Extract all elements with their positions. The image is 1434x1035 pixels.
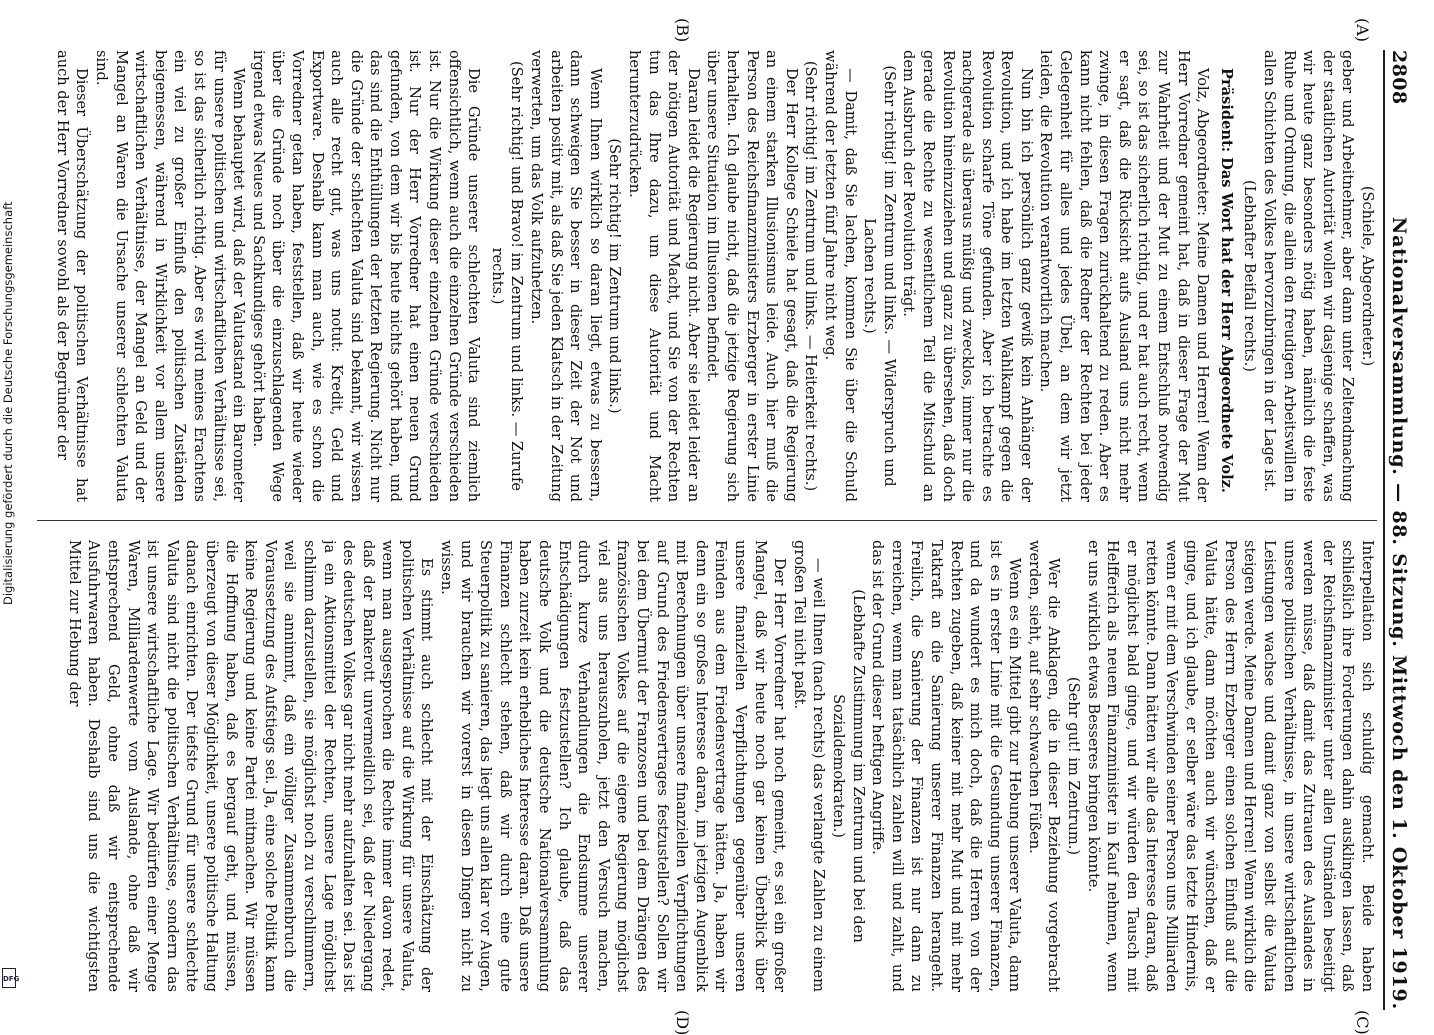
paragraph: geber und Arbeitnehmer, aber dann unter Zeltendmachung der staatlichen Autorität wollen wir dasjenige schaffen, was wir heute ganz besonders nötig haben, nämlich die feste Ruhe und Ordnung, die allein den freudigen Arbeitswillen in allen Schichten des Volkes hervorzubringen in der Lage ist.: [1261, 50, 1357, 502]
paragraph: Wenn Ihnen wirklich so daran liegt, etwas zu bessern, dann schweigen Sie besser in dieser Zeit der Not und arbeiten positiv mit, als daß Sie jeden Klatsch in der Zeitung verwerten, um das Volk aufzuhetzen.: [528, 50, 604, 502]
margin-marker-c: (C): [1353, 1010, 1372, 1035]
paragraph: Daran leidet die Regierung nicht. Aber sie leidet leider an der nötigen Autorität und Macht, und Sie von der Rechten tun das Ihre dazu, um diese Autorität und Macht herunterzudrücken.: [626, 50, 702, 502]
margin-marker-d: (D): [673, 1010, 692, 1035]
rotated-newspaper-page: [17, 18, 1412, 1035]
paragraph: Wenn es ein Mittel gibt zur Hebung unserer Valuta, dann ist es in erster Linie mit die Gesundung unserer Finanzen, und da wundert es mich doch, daß die Herren von der Rechten zugeben, daß keiner mit mehr Mut und mit mehr Tatkraft an die Sanierung unserer Finanzen herangeht. Freilich, die Sanierung der Finanzen ist nur dann zu erreichen, wenn man tatsächlich zahlen will und zahlt, und das ist der Grund dieser heftigen Angriffe.: [869, 540, 1024, 992]
paragraph: Die Gründe unserer schlechten Valuta sind ziemlich offensichtlich, wenn auch die einzelnen Gründe verschieden ist. Nur die Wirkung dieser einzelnen Gründe verschieden ist. Nur der Herr Vorredner hat einen neuen Grund gefunden, von dem wir bis heute nichts gehört haben, und das sind die Enthüllungen der letzten Regierung. Nicht nur die Gründe der schlechten Valuta sind bekannt, wir wissen auch alle recht gut, was uns notut: Kredit, Geld und Exportware. Deshalb kann man auch, wie es schon die Vorredner getan haben, feststellen, daß wir heute wieder über die Gründe noch über die einzuschlagenden Wege irgend etwas Neues und Sachkundiges gehört haben.: [249, 50, 483, 502]
interjection: (Lebhafter Beifall rechts.): [1241, 180, 1259, 372]
right-column: [27, 540, 1377, 992]
interjection: (Sehr gut! im Zentrum.): [1065, 676, 1083, 856]
interjection: (Sehr richtig! im Zentrum und links. — Heiterkeit rechts.): [802, 60, 820, 492]
paragraph: — weil Ihnen (nach rechts) das verlangte Zahlen zu einem großen Teil nicht paßt.: [790, 540, 828, 992]
column-divider: [37, 520, 1377, 521]
digitization-credit: Digitalisierung gefördert durch die Deutsche Forschungsgemeinschaft: [1, 201, 15, 605]
president-statement: Präsident: Das Wort hat der Herr Abgeordnete Volz.: [1217, 68, 1235, 493]
left-column: [27, 50, 1377, 502]
paragraph: Wer die Anklagen, die in dieser Beziehung vorgebracht werden, sieht, auf sehr schwachen Füßen.: [1025, 540, 1063, 992]
speaker-continuation: (Schiele, Abgeordneter.): [1359, 185, 1376, 367]
interjection: (Lebhafte Zustimmung im Zentrum und bei den Sozialdemokraten.): [829, 589, 867, 943]
paragraph: Nun bin ich persönlich ganz gewiß kein Anhänger der Revolution, und ich habe im letzten Wahlkampf gegen die Revolution scharfe Töne gefunden. Aber ich betrachte es nachgerade als überaus müßig und zwecklos, immer nur die Revolution hineinzuziehen und ganz zu übersehen, daß doch gerade die Rechte zu wesentlichem Teil die Mitschuld an dem Ausbruch der Revolution trägt.: [900, 50, 1035, 502]
interjection: (Sehr richtig! und Bravo! im Zentrum und links. — Zurufe rechts.): [488, 61, 526, 491]
page-title: Nationalversammlung. — 88. Sitzung. Mittwoch den 1. Oktober 1919.: [1388, 216, 1410, 1010]
dfg-logo-text: DFG: [3, 975, 20, 983]
paragraph: — Damit, daß Sie lachen, kommen Sie über die Schuld während der letzten fünf Jahre nicht weg.: [821, 50, 859, 502]
page-number: 2808: [1388, 50, 1410, 105]
paragraph: Der Herr Kollege Schiele hat gesagt, daß die Regierung an einem starken Illusionismus leide. Auch hier muß die Person des Reichsfinanzministers Erzberger in erster Linie herhalten. Ich glaube nicht, daß die jetzige Regierung sich über unsere Situation im Illusionen befindet.: [704, 50, 800, 502]
paragraph: Der Herr Vorredner hat noch gemeint, es sei ein großer Mangel, daß wir heute noch gar keinen Überblick über unsere finanziellen Verpflichtungen gegenüber unseren Feinden aus dem Friedensvertrage hätten. Ja, haben wir denn ein so großes Interesse daran, im jetzigen Augenblick mit Berechnungen über unsere finanziellen Verpflichtungen auf Grund des Friedensvertrages festzustellen? Sollen wir bei dem Übermut der Franzosen und bei dem Drängen des französischen Volkes auf die eigene Regierung möglichst viel aus uns herauszuholen, jetzt den Versuch machen, durch kurze Verhandlungen die Endsumme unserer Entschädigungen festzustellen? Ich glaube, daß das deutsche Volk und die deutsche Nationalversammlung haben zurzeit kein erhebliches Interesse daran. Daß unsere Finanzen schlecht stehen, daß wir durch eine gute Steuerpolitik zu sanieren, das liegt uns allen klar vor Augen, und wir brauchen wir vorerst in diesen Dingen nicht zu wissen.: [438, 540, 789, 992]
dfg-logo: [2, 968, 20, 988]
header-rule: [1383, 50, 1385, 1010]
margin-marker-b: (B): [673, 18, 692, 43]
margin-marker-a: (A): [1353, 18, 1372, 43]
paragraph: Interpellation sich schuldig gemacht. Beide haben schließlich ihre Forderungen dahin ausklingen lassen, daß der Reichsfinanzminister unter allen Umständen beseitigt werden müsse, daß damit das Zutrauen des Auslandes in unsere politischen Verhältnisse, in unsere wirtschaftlichen Leistungen wachse und damit ganz von selbst die Valuta steigen werde. Meine Damen und Herren! Wenn wirklich die Person des Herrn Erzberger einen solchen Einfluß auf die Valuta hätte, dann möchten auch wir wünschen, daß er ginge, und ich glaube, er selber wäre das letzte Hindernis, wenn er mit dem Verschwinden seiner Person uns Milliarden retten könnte. Dann hätten wir alle das Interesse daran, daß er möglichst bald ginge, und wir würden den Tausch mit Helfferich als neuem Finanzminister in Kauf nehmen, wenn er uns wirklich etwas Besseres bringen könnte.: [1084, 540, 1376, 992]
page-header: [1388, 50, 1412, 1010]
paragraph: Es stimmt auch schlecht mit der Einschätzung der politischen Verhältnisse auf die Wirkung für unsere Valuta, wenn man ausgesprochen die Rechte immer davon redet, daß der Bankerott unvermeidlich sei, daß der Niedergang des deutschen Volkes gar nicht mehr aufzuhalten sei. Das ist ja ein Aktionsmittel der Rechten, unsere Lage möglichst schlimm darzustellen, sie möglichst noch zu verschlimmern, weil sie annimmt, daß ein völliger Zusammenbruch die Voraussetzung des Aufstiegs sei. Ja, eine solche Politik kann keine Regierung und keine Partei mitmachen. Wir müssen die Hoffnung haben, daß es bergauf geht, und müssen, überzeugt von dieser Möglichkeit, unsere politische Haltung danach einrichten. Der tiefste Grund für unsere schlechte Valuta sind nicht die politischen Verhältnisse, sondern das ist unsere wirtschaftliche Lage. Wir bedürfen einer Menge Waren, Milliardenwerte vom Auslande, ohne daß wir entsprechend Geld, ohne daß wir entsprechende Ausfuhrwaren haben. Deshalb sind uns die wichtigsten Mittel zur Hebung der: [65, 540, 436, 992]
interjection: (Sehr richtig! im Zentrum und links.): [606, 138, 624, 414]
interjection: (Sehr richtig! im Zentrum und links. — Widerspruch und Lachen rechts.): [861, 65, 898, 487]
paragraph: Dieser Überschätzung der politischen Verhältnisse hat auch der Herr Vorredner sowohl als der Begründer der: [53, 50, 91, 502]
paragraph: Wenn behauptet wird, daß der Valutastand ein Barometer für unsere politischen und wirtschaftlichen Verhältnisse sei, so ist das sicherlich richtig. Aber es wird meines Erachtens ein viel zu großer Einfluß den politischen Zuständen beigemessen, während in Wirklichkeit vor allem unsere wirtschaftlichen Verhältnisse, der Mangel an Geld und der Mangel an Waren die Ursache unserer schlechten Valuta sind.: [93, 50, 248, 502]
speech-opening: Volz, Abgeordneter: Meine Damen und Herren! Wenn der Herr Vorredner gemeint hat, daß in dieser Frage der Mut zur Wahrheit und der Mut zu einem Entschluß notwendig sei, so ist das sicherlich richtig, und er hat auch recht, wenn er sagt, daß die Rücksicht aufs Ausland uns nicht mehr zwinge, in diesen Fragen zurückhaltend zu reden. Aber es kann nicht fehlen, daß die Redner der Rechten bei jeder Gelegenheit für alles und jedes Übel, an dem wir jetzt leiden, die Revolution verantwortlich machen.: [1037, 50, 1212, 502]
